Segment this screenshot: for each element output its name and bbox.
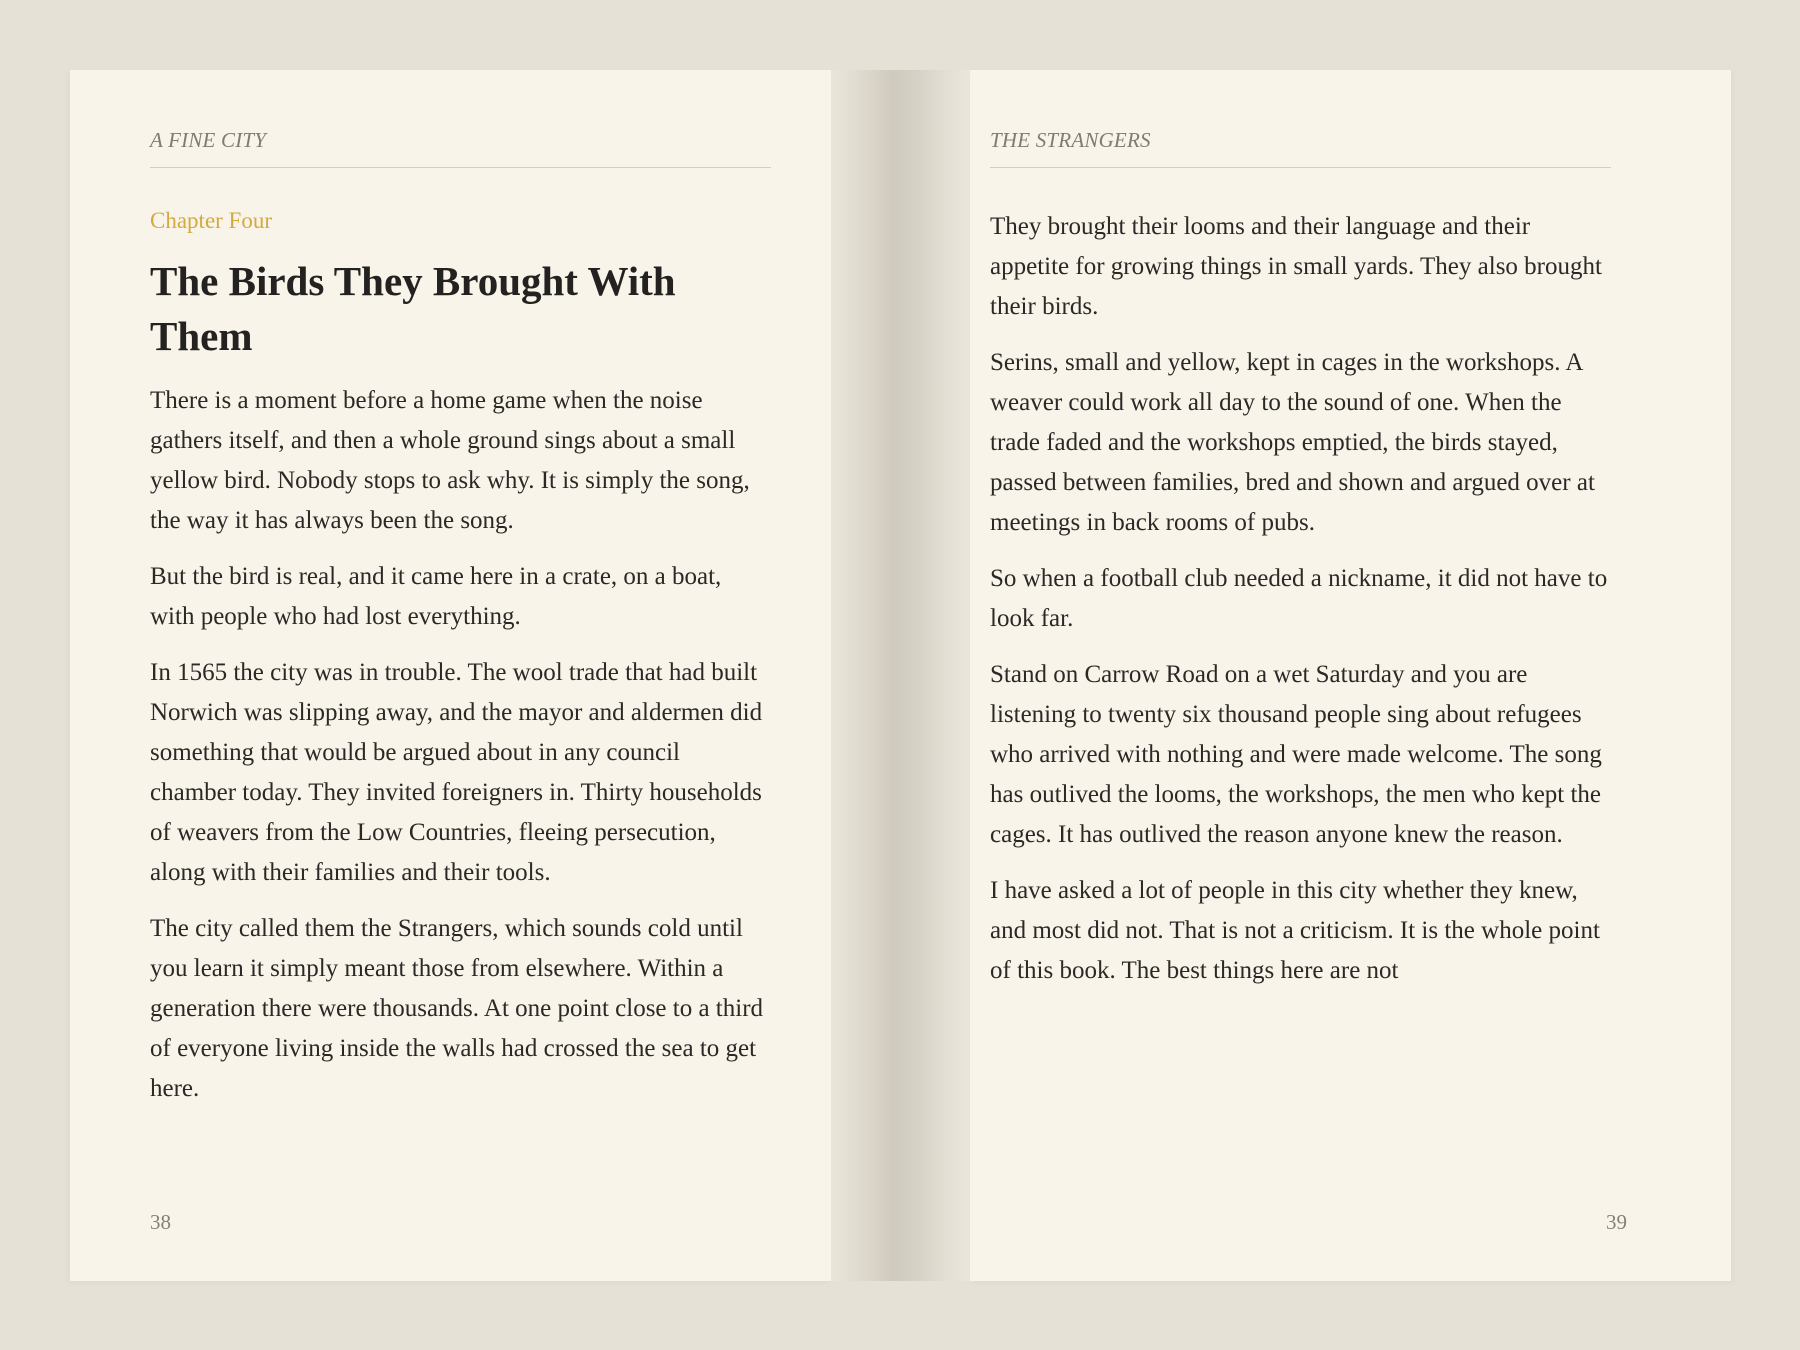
running-head-left: A FINE CITY: [150, 128, 771, 168]
page-number-right: 39: [1606, 1210, 1627, 1234]
book-spread: [70, 70, 1731, 1281]
paragraph: But the bird is real, and it came here in a crate, on a boat, with people who had lost everything.: [150, 563, 722, 630]
running-head-right: THE STRANGERS: [990, 128, 1611, 168]
paragraph: Stand on Carrow Road on a wet Saturday and you are listening to twenty six thousand people sing about refugees who arrived with nothing and were made welcome. The song has outlived the looms, the workshops, the men who kept the cages. It has outlived the reason anyone knew the reason.: [990, 661, 1602, 848]
paragraph: In 1565 the city was in trouble. The wool trade that had built Norwich was slipping away, and the mayor and aldermen did something that would be argued about in any council chamber today. They invited foreigners in. Thirty households of weavers from the Low Countries, fleeing persecution, along with their families and their tools.: [150, 659, 763, 886]
paragraph: So when a football club needed a nickname, it did not have to look far.: [990, 565, 1608, 632]
left-page[interactable]: [70, 70, 831, 1281]
right-page-body: [990, 207, 1611, 1007]
paragraph: I have asked a lot of people in this city whether they knew, and most did not. That is not a criticism. It is the whole point of this book. The best things here are not: [990, 877, 1600, 984]
book-gutter: [831, 70, 970, 1281]
chapter-label: Chapter Four: [150, 208, 273, 233]
right-page[interactable]: [970, 70, 1731, 1281]
paragraph: There is a moment before a home game when the noise gathers itself, and then a whole ground sings about a small yellow bird. Nobody stops to ask why. It is simply the song, the way it has always been the song.: [150, 387, 750, 534]
paragraph: Serins, small and yellow, kept in cages in the workshops. A weaver could work all day to the sound of one. When the trade faded and the workshops emptied, the birds stayed, passed between families, bred and shown and argued over at meetings in back rooms of pubs.: [990, 349, 1595, 536]
paragraph: The city called them the Strangers, which sounds cold until you learn it simply meant those from elsewhere. Within a generation there were thousands. At one point close to a third of everyone living inside the walls had crossed the sea to get here.: [150, 915, 764, 1102]
page-number-left: 38: [150, 1210, 171, 1234]
paragraph: They brought their looms and their language and their appetite for growing things in small yards. They also brought their birds.: [990, 213, 1602, 320]
chapter-title: The Birds They Brought With Them: [150, 258, 676, 359]
left-page-body: [150, 381, 771, 1125]
